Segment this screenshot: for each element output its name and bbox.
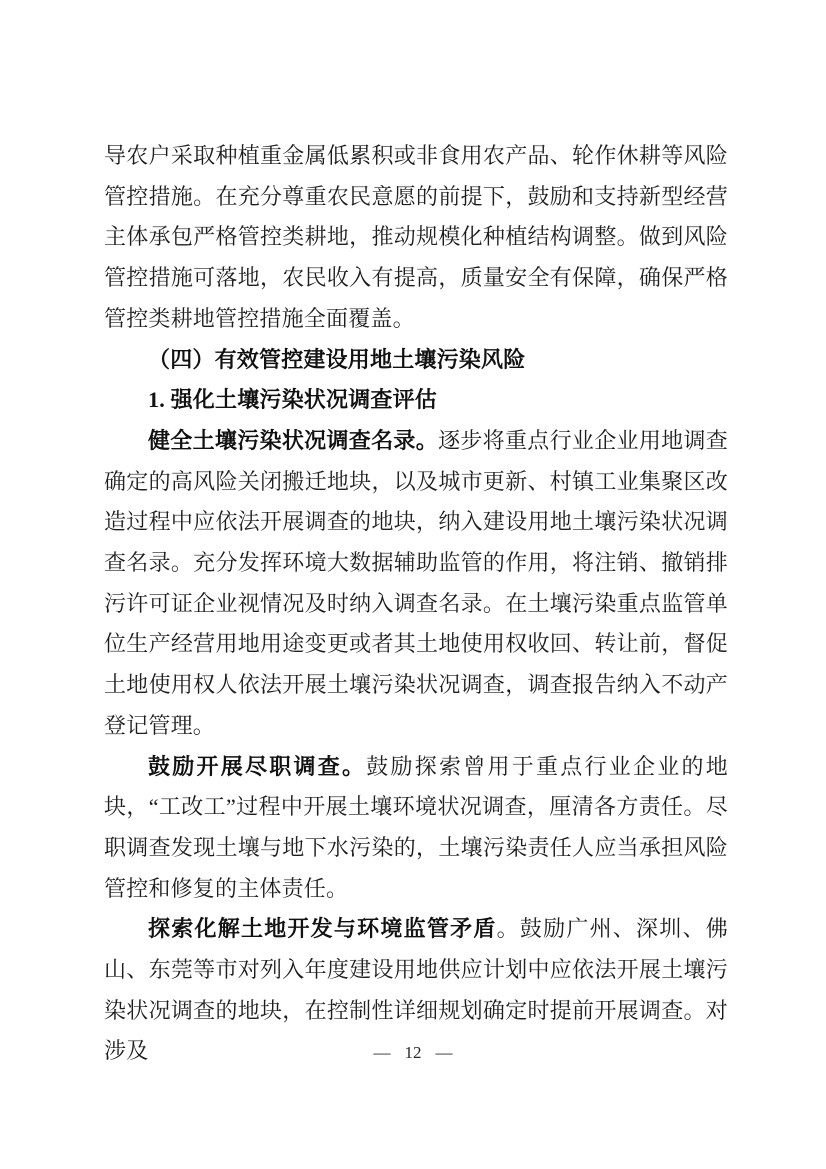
section-heading (104, 340, 728, 381)
paragraph (104, 421, 728, 747)
paragraph-lead: 鼓励开展尽职调查。 (148, 753, 367, 779)
subsection-heading (104, 380, 728, 421)
footer-dash-left-icon: — (373, 1043, 391, 1062)
footer-dash-right-icon: — (435, 1043, 453, 1062)
page-number: 12 (404, 1043, 422, 1062)
paragraph-lead: 健全土壤污染状况调查名录。 (148, 427, 439, 453)
paragraph (104, 747, 728, 910)
section-heading-text: （四）有效管控建设用地土壤污染风险 (148, 346, 526, 372)
paragraph-lead: 探索化解土地开发与环境监管矛盾 (148, 916, 497, 942)
page-footer (0, 1041, 826, 1065)
paragraph-text: 逐步将重点行业企业用地调查确定的高风险关闭搬迁地块，以及城市更新、村镇工业集聚区改造过程中应依法开展调查的地块，纳入建设用地土壤污染状况调查名录。充分发挥环境大数据辅助监管的作用，将注销、撤销排污许可证企业视情况及时纳入调查名录。在土壤污染重点监管单位生产经营用地用途变更或者其土地使用权收回、转让前，督促土地使用权人依法开展土壤污染状况调查，调查报告纳入不动产登记管理。 (104, 427, 728, 738)
paragraph-text: 导农户采取种植重金属低累积或非食用农产品、轮作休耕等风险管控措施。在充分尊重农民意愿的前提下，鼓励和支持新型经营主体承包严格管控类耕地，推动规模化种植结构调整。做到风险管控措施可落地，农民收入有提高，质量安全有保障，确保严格管控类耕地管控措施全面覆盖。 (104, 143, 728, 331)
paragraph-continuation (104, 136, 728, 340)
paragraph-text: 。鼓励广州、深圳、佛山、东莞等市对列入年度建设用地供应计划中应依法开展土壤污染状况调查的地块，在控制性详细规划确定时提前开展调查。对涉及 (104, 916, 728, 1064)
document-body (104, 136, 728, 1072)
subsection-heading-text: 1. 强化土壤污染状况调查评估 (148, 387, 438, 413)
paragraph-text: 鼓励探索曾用于重点行业企业的地块，“工改工”过程中开展土壤环境状况调查，厘清各方责任。尽职调查发现土壤与地下水污染的，土壤污染责任人应当承担风险管控和修复的主体责任。 (104, 753, 728, 901)
